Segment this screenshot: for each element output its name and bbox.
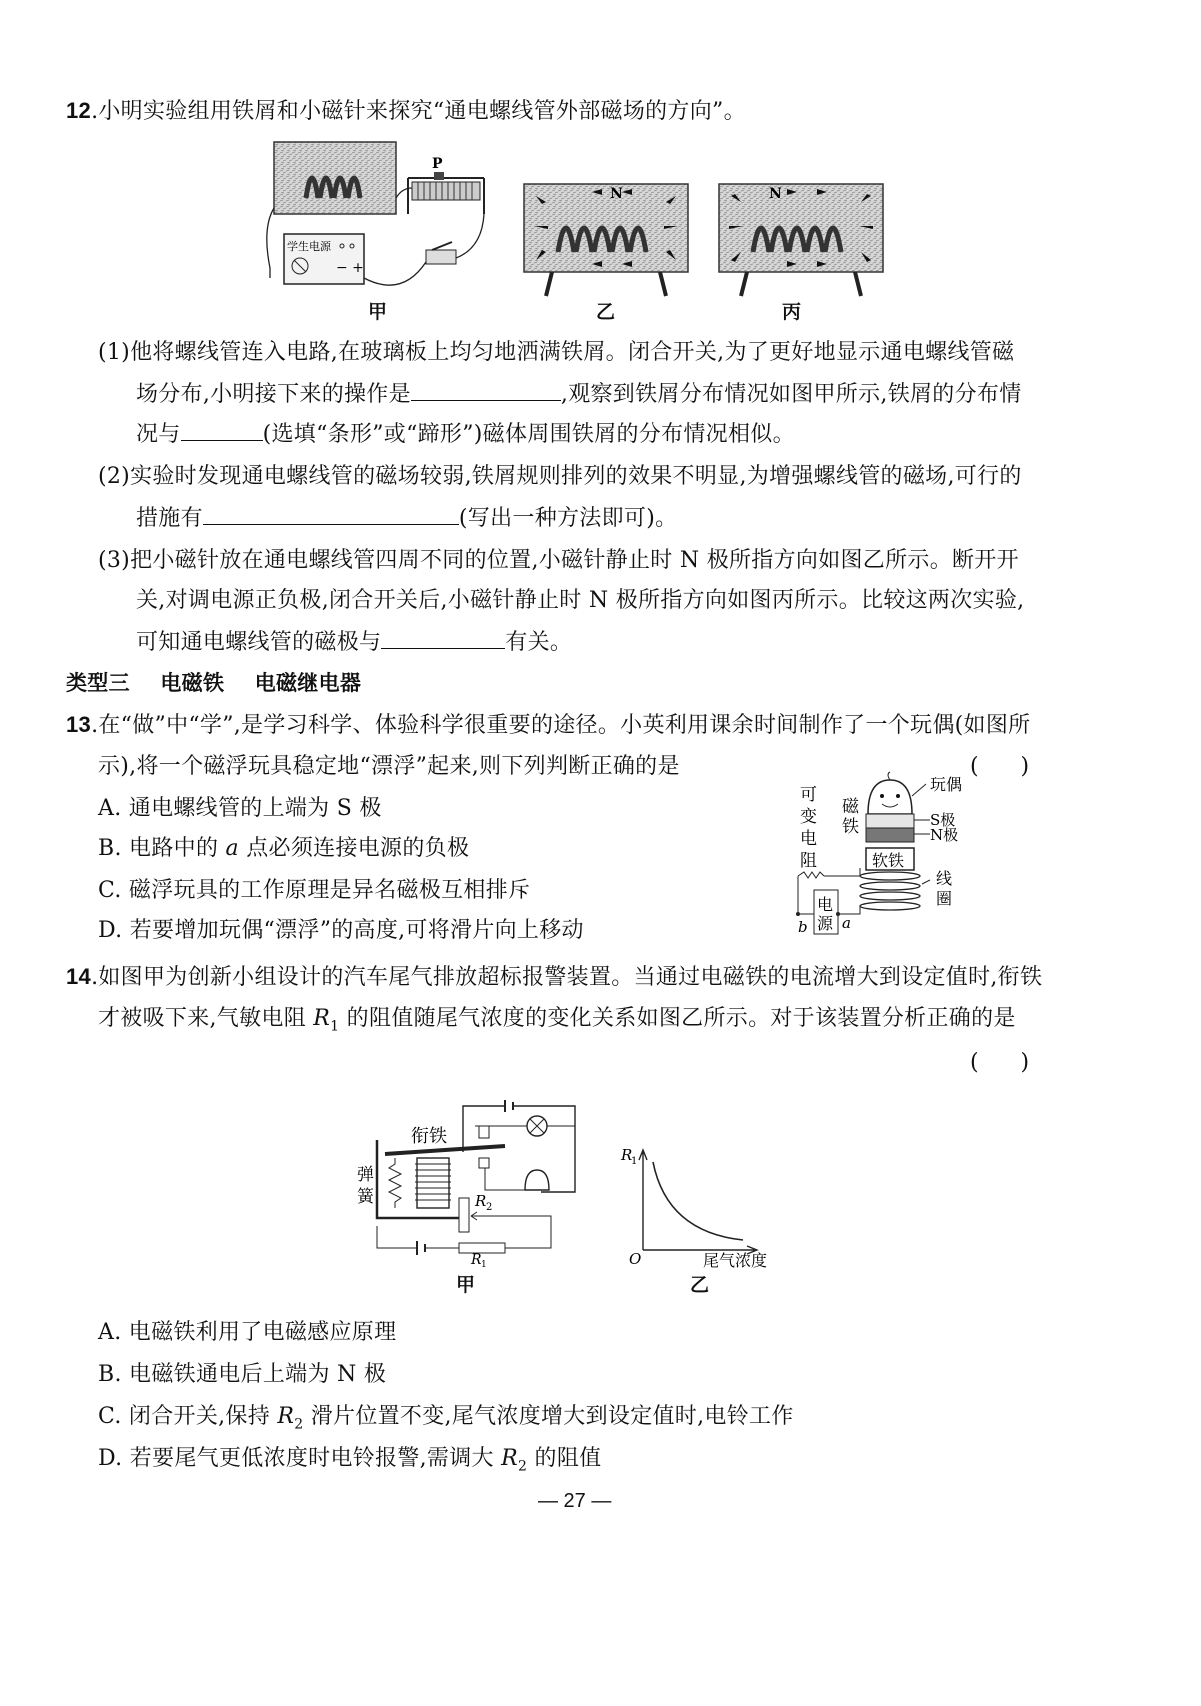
q12-blank-1[interactable]	[411, 378, 561, 401]
n-pole-label: N极	[930, 826, 959, 844]
q12-part1-line1: (1)他将螺线管连入电路,在玻璃板上均匀地洒满铁屑。闭合开关,为了更好地显示通电螺线管磁	[98, 340, 1015, 365]
q12-part1-line2: 场分布,小明接下来的操作是 ,观察到铁屑分布情况如图甲所示,铁屑的分布情	[136, 378, 1022, 410]
power-supply-label: 学生电源	[287, 240, 331, 253]
q12-part2-line1: (2)实验时发现通电螺线管的磁场较弱,铁屑规则排列的效果不明显,为增强螺线管的磁场,可行的	[98, 464, 1022, 489]
q12-part3-line1: (3)把小磁针放在通电螺线管四周不同的位置,小磁针静止时 N 极所指方向如图乙所示。断开开	[98, 548, 1019, 573]
switch-icon	[426, 242, 456, 264]
n-label-bing: N	[769, 186, 782, 202]
r2-sub: 2	[486, 1202, 493, 1213]
q12-figure-bing	[717, 182, 885, 298]
q12-caption-yi: 乙	[596, 301, 616, 323]
q14-option-b[interactable]: B. 电磁铁通电后上端为 N 极	[98, 1362, 387, 1387]
q12-caption-jia: 甲	[368, 301, 388, 323]
q14-answer-paren[interactable]: ( )	[970, 1050, 1030, 1075]
section-heading: 类型三 电磁铁 电磁继电器	[66, 671, 362, 695]
svg-text:− +: − +	[336, 260, 364, 276]
graph-y-sub: 1	[631, 1156, 638, 1167]
r1-label: R	[471, 1252, 482, 1268]
q12-figure-jia	[262, 138, 512, 306]
q12-blank-4[interactable]	[381, 626, 505, 649]
q13-stem-line1: 13.在“做”中“学”,是学习科学、体验科学很重要的途径。小英利用课余时间制作了一个玩偶(如图所	[66, 712, 1031, 738]
magnet-label-1: 磁	[842, 797, 859, 817]
q13-option-c[interactable]: C. 磁浮玩具的工作原理是异名磁极互相排斥	[98, 878, 531, 903]
point-b-label: b	[798, 918, 808, 936]
coil-label-2: 圈	[936, 889, 953, 908]
q13-option-a[interactable]: A. 通电螺线管的上端为 S 极	[98, 796, 382, 821]
q14-figure-jia	[355, 1098, 595, 1270]
q14-option-a[interactable]: A. 电磁铁利用了电磁感应原理	[98, 1320, 397, 1345]
q14-option-d[interactable]: D. 若要尾气更低浓度时电铃报警,需调大 $R_2$ 的阻值	[98, 1446, 602, 1475]
armature-label: 衔铁	[411, 1126, 447, 1147]
q12-blank-3[interactable]	[203, 502, 459, 525]
rheostat-p-label: P	[432, 156, 443, 172]
q12-caption-bing: 丙	[782, 301, 802, 323]
graph-y-label: R	[621, 1146, 633, 1164]
q13-option-d[interactable]: D. 若要增加玩偶“漂浮”的高度,可将滑片向上移动	[98, 918, 584, 943]
r1-curve	[653, 1162, 743, 1240]
bell-icon	[525, 1170, 549, 1190]
q14-number: 14	[66, 964, 92, 989]
q13-figure	[790, 772, 990, 940]
q12-part3-line3: 可知通电螺线管的磁极与 有关。	[136, 626, 572, 658]
q13-stem-line2: 示),将一个磁浮玩具稳定地“漂浮”起来,则下列判断正确的是	[98, 754, 680, 779]
var-res-label-4: 阻	[800, 851, 817, 871]
q12-part3-line2: 关,对调电源正负极,闭合开关后,小磁针静止时 N 极所指方向如图丙所示。比较这两次实验,	[136, 588, 1025, 613]
graph-origin-label: O	[629, 1250, 642, 1268]
coil-icon	[860, 872, 920, 910]
toy-label: 玩偶	[930, 775, 963, 794]
var-res-label-3: 电	[800, 829, 817, 849]
q14-stem-line2: 才被吸下来,气敏电阻 $R_1$ 的阻值随尾气浓度的变化关系如图乙所示。对于该装置分析正确的是	[98, 1006, 1016, 1035]
q14-caption-yi: 乙	[690, 1274, 710, 1296]
q13-answer-paren[interactable]: ( )	[970, 754, 1030, 779]
q12-blank-2[interactable]	[181, 418, 263, 441]
s-pole-label: S极	[930, 811, 956, 829]
q12-number: 12	[66, 98, 92, 123]
q12-part1-line3: 况与 (选填“条形”或“蹄形”)磁体周围铁屑的分布情况相似。	[136, 418, 795, 450]
lamp-icon	[527, 1116, 547, 1136]
q12-stem: 12.小明实验组用铁屑和小磁针来探究“通电螺线管外部磁场的方向”。	[66, 98, 746, 124]
q12-part2-line2: 措施有 (写出一种方法即可)。	[136, 502, 677, 534]
r1-sub: 1	[481, 1260, 487, 1270]
q14-option-c[interactable]: C. 闭合开关,保持 $R_2$ 滑片位置不变,尾气浓度增大到设定值时,电铃工作	[98, 1404, 794, 1433]
magnet-label-2: 铁	[842, 817, 859, 837]
source-label-1: 电	[817, 895, 834, 914]
q12-figure-yi	[522, 182, 690, 298]
source-label-2: 源	[817, 914, 834, 933]
q14-stem-line1: 14.如图甲为创新小组设计的汽车尾气排放超标报警装置。当通过电磁铁的电流增大到设定值时,衔铁	[66, 964, 1043, 990]
coil-label-1: 线	[936, 869, 953, 888]
page-number: — 27 —	[538, 1490, 612, 1512]
n-label-yi: N	[610, 186, 623, 202]
spring-label-2: 簧	[357, 1187, 374, 1207]
rheostat-icon	[408, 172, 484, 214]
q14-caption-jia: 甲	[456, 1274, 476, 1296]
q13-option-b[interactable]: B. 电路中的 a 点必须连接电源的负极	[98, 836, 470, 861]
var-res-label-1: 可	[800, 785, 817, 805]
q14-graph-yi	[615, 1140, 795, 1270]
toy-icon	[868, 772, 912, 814]
point-a-label: a	[842, 914, 851, 932]
var-res-label-2: 变	[800, 807, 817, 827]
soft-iron-label: 软铁	[872, 851, 905, 870]
graph-x-label: 尾气浓度	[703, 1251, 768, 1270]
q13-number: 13	[66, 712, 92, 737]
spring-label-1: 弹	[357, 1165, 374, 1185]
r2-label: R	[475, 1192, 487, 1210]
